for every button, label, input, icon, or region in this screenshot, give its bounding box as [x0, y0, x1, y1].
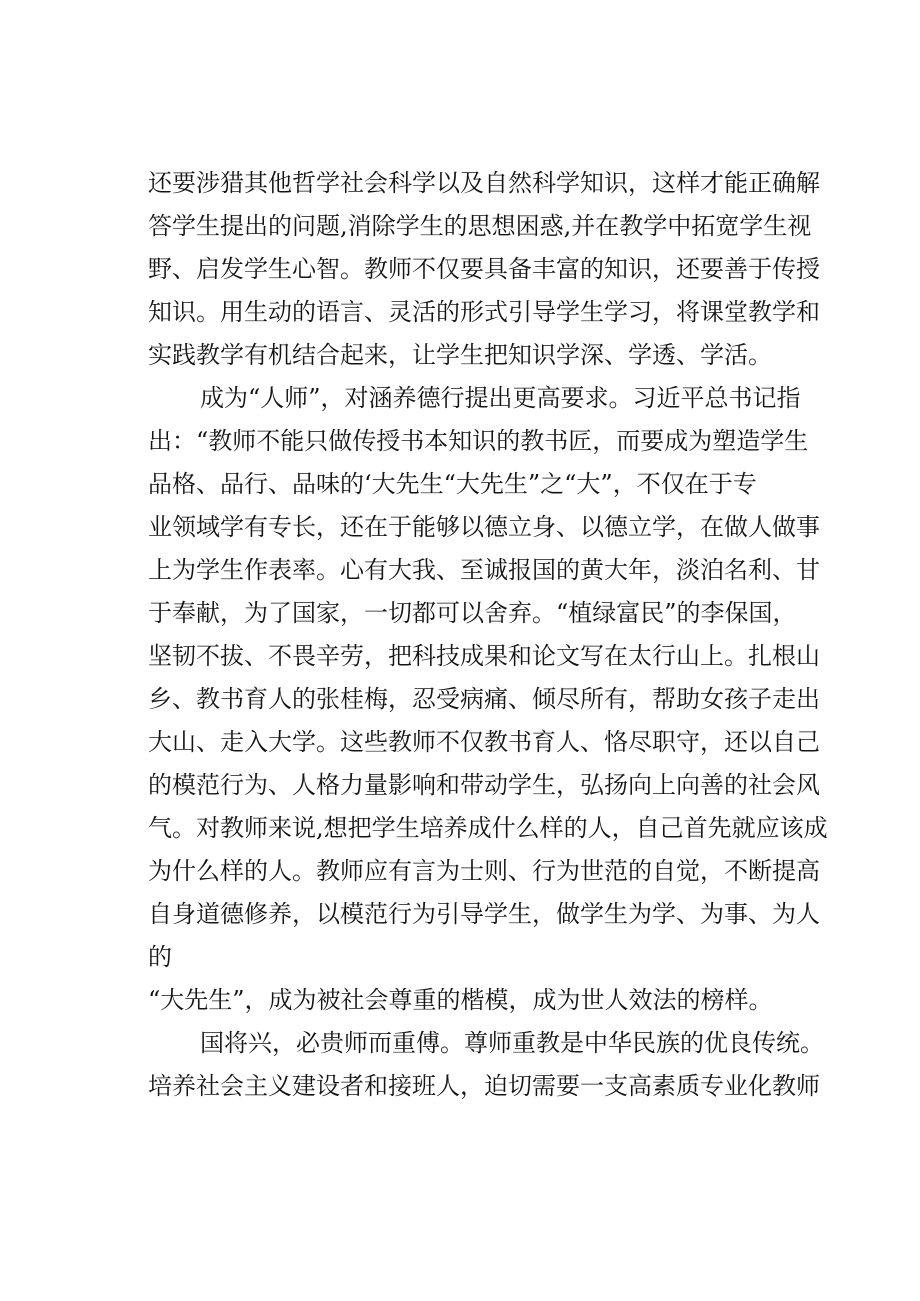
text-line: 出：“教师不能只做传授书本知识的教书匠，而要成为塑造学生: [148, 427, 809, 455]
text-line: 培养社会主义建设者和接班人，迫切需要一支高素质专业化教师: [148, 1072, 820, 1100]
text-line: 乡、教书育人的张桂梅，忍受病痛、倾尽所有，帮助女孩子走出: [148, 685, 820, 713]
text-line: 坚韧不拔、不畏辛劳，把科技成果和论文写在太行山上。扎根山: [148, 642, 820, 670]
text-line: 知识。用生动的语言、灵活的形式引导学生学习，将课堂教学和: [148, 298, 820, 326]
text-line: 还要涉猎其他哲学社会科学以及自然科学知识，这样才能正确解: [148, 169, 820, 197]
text-line: 于奉献，为了国家，一切都可以舍弃。“植绿富民”的李保国，: [148, 599, 797, 627]
text-line: 大山、走入大学。这些教师不仅教书育人、恪尽职守，还以自己: [148, 728, 820, 756]
text-line: 的: [148, 943, 172, 971]
text-line: 答学生提出的问题,消除学生的思想困惑,并在教学中拓宽学生视: [148, 212, 812, 240]
text-line: 品格、品行、品味的‘大先生“大先生”之“大”，不仅在于专: [148, 470, 757, 498]
paragraph-first-line: 国将兴，必贵师而重傅。尊师重教是中华民族的优良传统。: [200, 1029, 824, 1057]
text-line: 的模范行为、人格力量影响和带动学生，弘扬向上向善的社会风: [148, 771, 820, 799]
text-line: 自身道德修养，以模范行为引导学生，做学生为学、为事、为人: [148, 900, 820, 928]
text-line: 实践教学有机结合起来，让学生把知识学深、学透、学活。: [148, 341, 772, 369]
text-line: 业领域学有专长，还在于能够以德立身、以德立学，在做人做事: [148, 513, 820, 541]
text-line: 为什么样的人。教师应有言为士则、行为世范的自觉，不断提高: [148, 857, 820, 885]
text-line: 野、启发学生心智。教师不仅要具备丰富的知识，还要善于传授: [148, 255, 820, 283]
text-line: “大先生”，成为被社会尊重的楷模，成为世人效法的榜样。: [148, 986, 773, 1014]
body-text: [148, 162, 828, 1108]
text-line: 上为学生作表率。心有大我、至诚报国的黄大年，淡泊名利、甘: [148, 556, 820, 584]
text-line: 气。对教师来说,想把学生培养成什么样的人，自己首先就应该成: [148, 814, 828, 842]
paragraph-first-line: 成为“人师”，对涵养德行提出更高要求。习近平总书记指: [200, 384, 801, 412]
